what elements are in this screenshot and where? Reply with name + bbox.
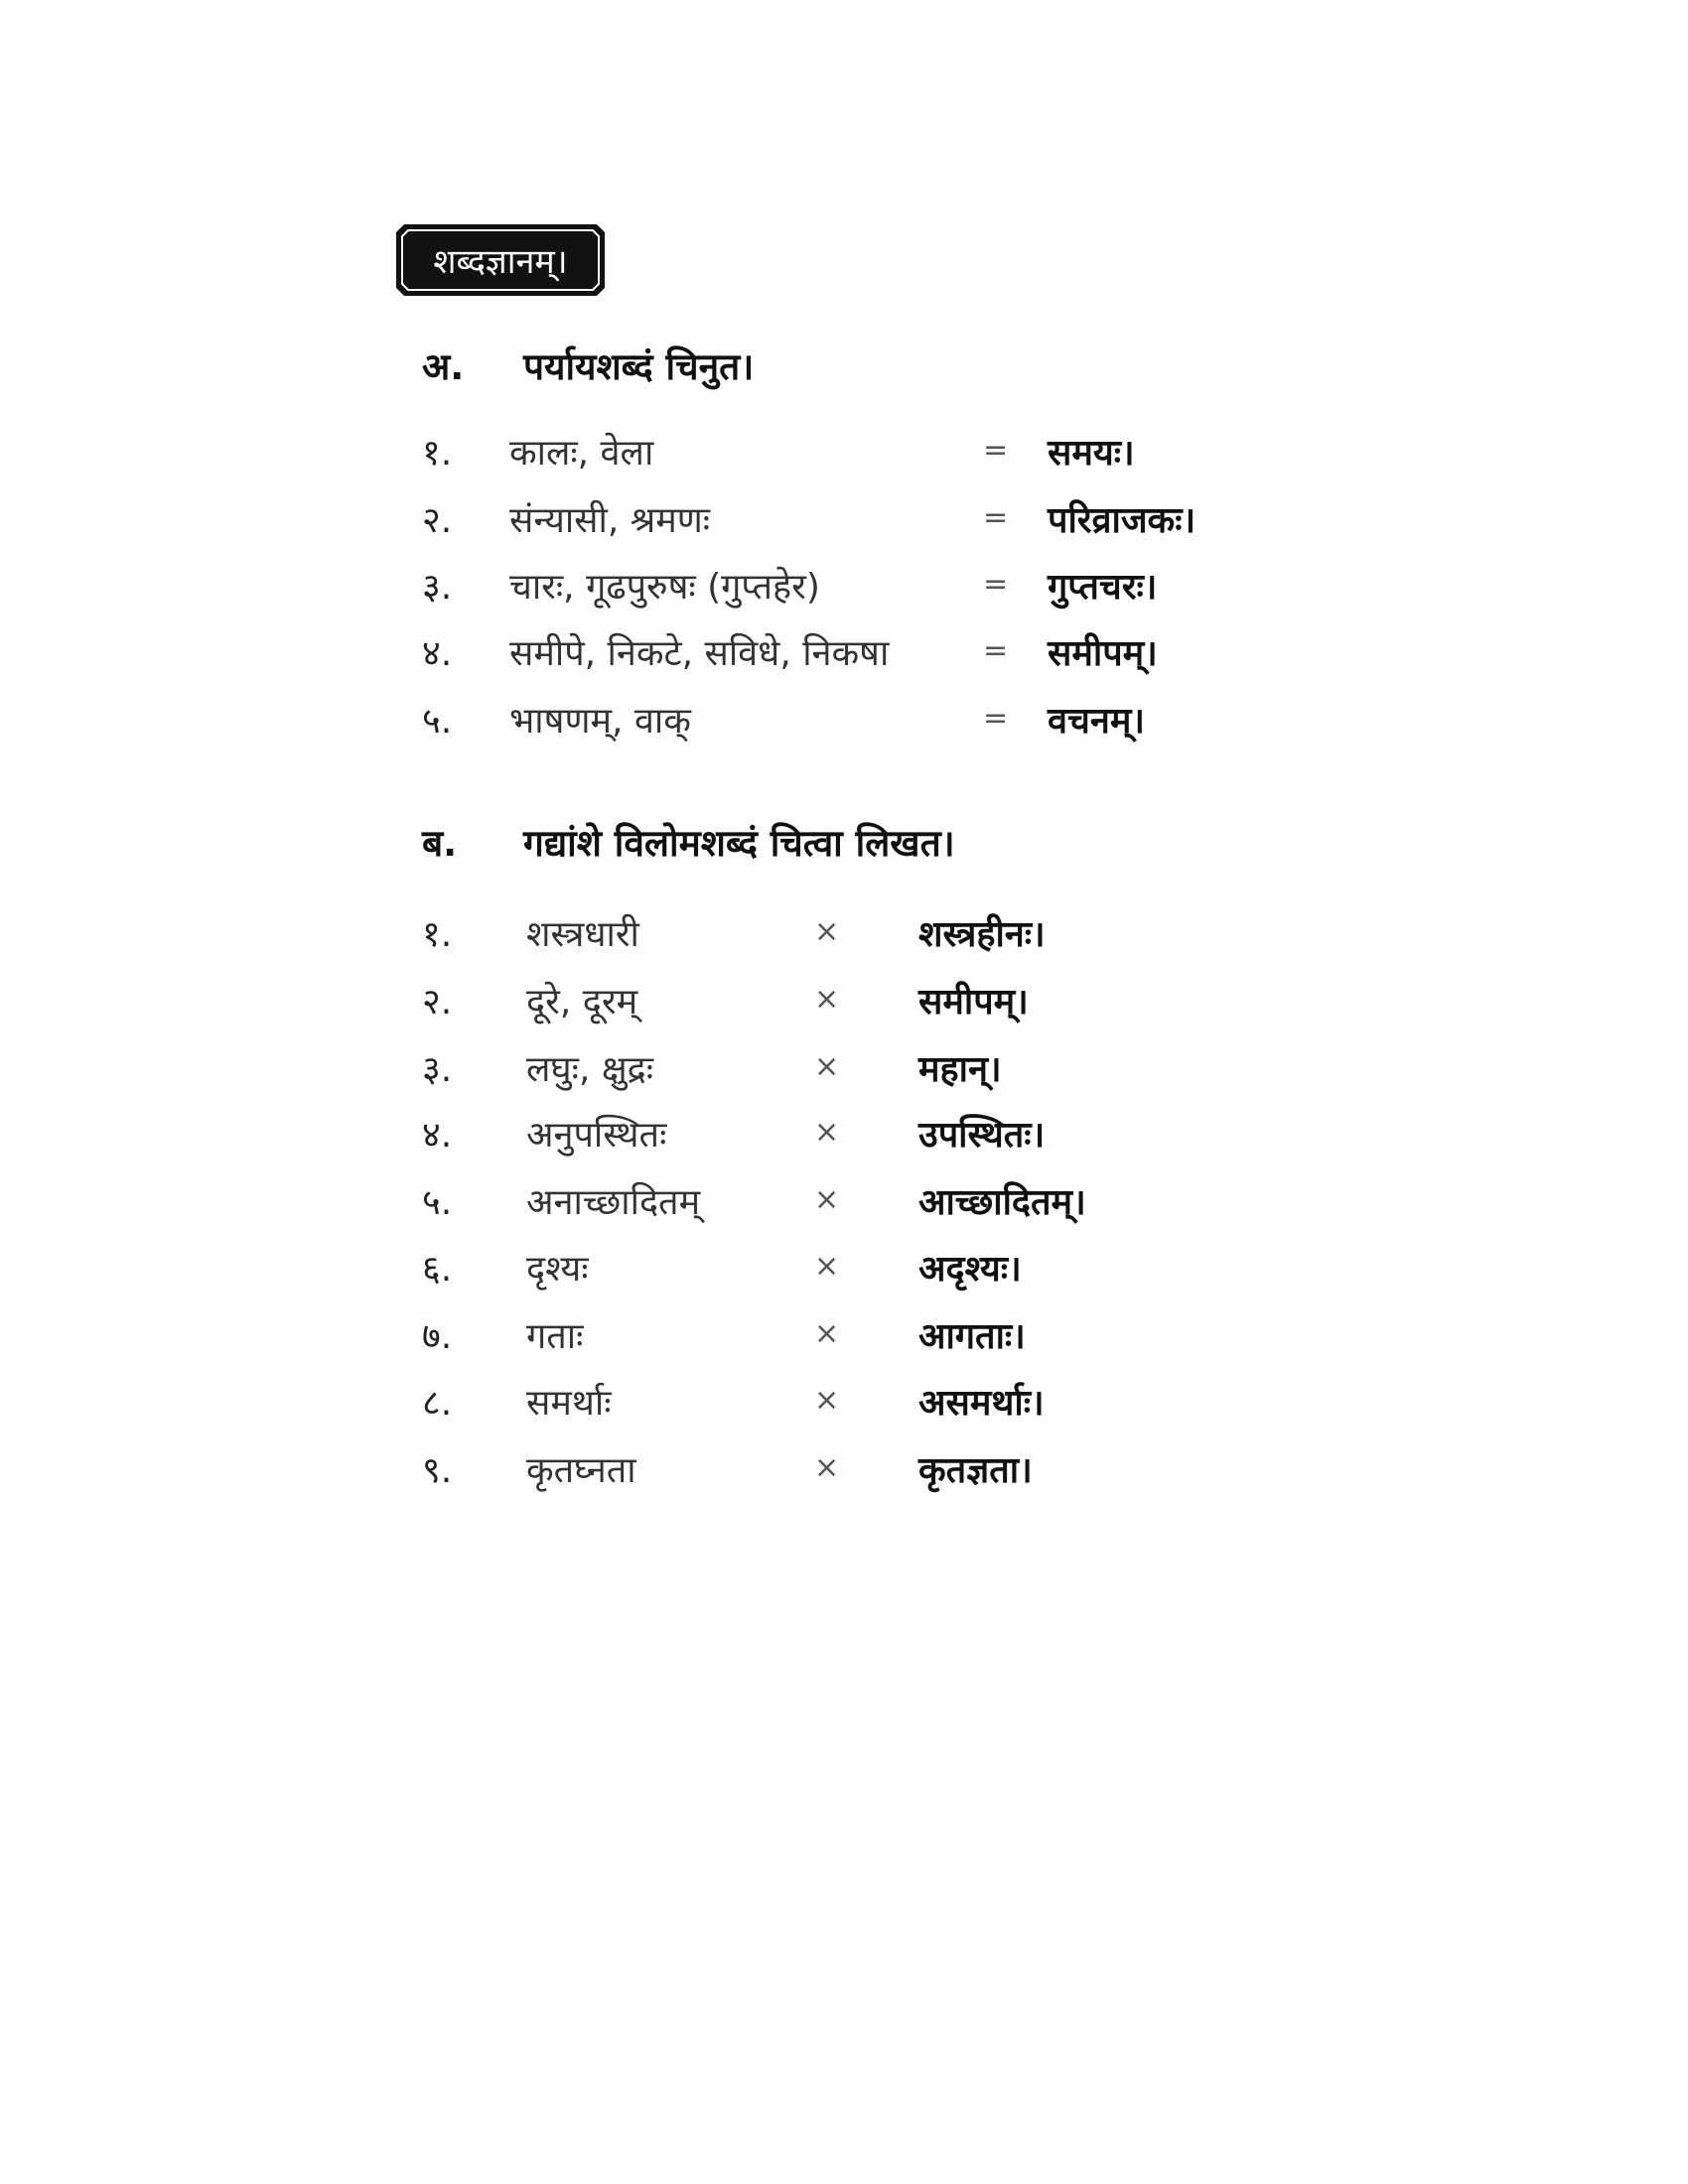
- cross-symbol: ×: [814, 982, 840, 1017]
- cross-symbol: ×: [814, 1383, 840, 1418]
- item-number: ३.: [422, 1049, 453, 1090]
- synonym-words: चारः, गूढपुरुषः (गुप्तहेर): [509, 567, 820, 608]
- cross-symbol: ×: [814, 1450, 840, 1485]
- cross-symbol: ×: [814, 1182, 840, 1217]
- answer-word: अदृश्यः।: [918, 1249, 1022, 1290]
- answer-word: कृतज्ञता।: [918, 1450, 1033, 1491]
- list-item: [422, 908, 1216, 964]
- section-a-heading: [422, 340, 918, 389]
- antonym-word: लघुः, क्षुद्रः: [526, 1049, 654, 1090]
- list-item: [422, 494, 1266, 550]
- item-number: ५.: [422, 1182, 453, 1223]
- cross-symbol: ×: [814, 1316, 840, 1351]
- item-number: २.: [422, 982, 453, 1023]
- section-b-letter: ब.: [422, 822, 458, 865]
- antonym-word: दूरे, दूरम्: [526, 982, 638, 1023]
- answer-word: शस्त्रहीनः।: [918, 914, 1046, 955]
- section-a-letter: अ.: [422, 345, 465, 388]
- answer-word: समीपम्।: [1048, 633, 1158, 674]
- list-item: [422, 627, 1266, 683]
- answer-word: परिव्राजकः।: [1048, 500, 1196, 541]
- section-b-heading: [422, 816, 1117, 866]
- antonym-word: शस्त्रधारी: [526, 914, 639, 955]
- answer-word: उपस्थितः।: [918, 1115, 1046, 1156]
- antonym-word: कृतघ्नता: [526, 1450, 636, 1491]
- list-item: [422, 1310, 1216, 1366]
- synonym-words: समीपे, निकटे, सविधे, निकषा: [509, 633, 890, 674]
- section-a-title: पर्यायशब्दं चिनुत।: [523, 345, 755, 388]
- equals-symbol: =: [983, 567, 1009, 602]
- cross-symbol: ×: [814, 1049, 840, 1084]
- item-number: ७.: [422, 1316, 453, 1357]
- item-number: ३.: [422, 567, 453, 608]
- antonym-word: समर्थाः: [526, 1383, 612, 1424]
- answer-word: गुप्तचरः।: [1048, 567, 1158, 608]
- cross-symbol: ×: [814, 1115, 840, 1150]
- cross-symbol: ×: [814, 1249, 840, 1284]
- item-number: ४.: [422, 633, 453, 674]
- item-number: ५.: [422, 701, 453, 742]
- synonym-words: भाषणम्, वाक्: [509, 701, 691, 742]
- equals-symbol: =: [983, 701, 1009, 736]
- equals-symbol: =: [983, 433, 1009, 468]
- list-item: [422, 1043, 1216, 1099]
- antonym-word: अनुपस्थितः: [526, 1115, 667, 1156]
- answer-word: महान्।: [918, 1049, 1002, 1090]
- title-plaque: [392, 220, 609, 300]
- antonym-word: दृश्यः: [526, 1249, 589, 1290]
- list-item: [422, 1444, 1216, 1500]
- item-number: ६.: [422, 1249, 453, 1290]
- cross-symbol: ×: [814, 914, 840, 949]
- list-item: [422, 561, 1266, 616]
- item-number: २.: [422, 500, 453, 541]
- item-number: १.: [422, 433, 453, 474]
- page-title: शब्दज्ञानम्।: [433, 242, 568, 282]
- antonym-word: अनाच्छादितम्: [526, 1182, 701, 1223]
- list-item: [422, 1109, 1216, 1164]
- list-item: [422, 695, 1266, 751]
- equals-symbol: =: [983, 500, 1009, 535]
- answer-word: आगताः।: [918, 1316, 1026, 1357]
- answer-word: आच्छादितम्।: [918, 1182, 1086, 1223]
- list-item: [422, 976, 1216, 1031]
- answer-word: समयः।: [1048, 433, 1135, 474]
- item-number: ९.: [422, 1450, 453, 1491]
- list-item: [422, 1243, 1216, 1298]
- synonym-words: संन्यासी, श्रमणः: [509, 500, 711, 541]
- antonym-word: गताः: [526, 1316, 584, 1357]
- synonym-words: कालः, वेला: [509, 433, 654, 474]
- list-item: [422, 1377, 1216, 1433]
- item-number: ८.: [422, 1383, 453, 1424]
- answer-word: वचनम्।: [1048, 701, 1146, 742]
- answer-word: असमर्थाः।: [918, 1383, 1045, 1424]
- item-number: ४.: [422, 1115, 453, 1156]
- list-item: [422, 427, 1266, 482]
- list-item: [422, 1176, 1216, 1232]
- answer-word: समीपम्।: [918, 982, 1029, 1023]
- section-b-title: गद्यांशे विलोमशब्दं चित्वा लिखत।: [523, 822, 955, 865]
- equals-symbol: =: [983, 633, 1009, 668]
- item-number: १.: [422, 914, 453, 955]
